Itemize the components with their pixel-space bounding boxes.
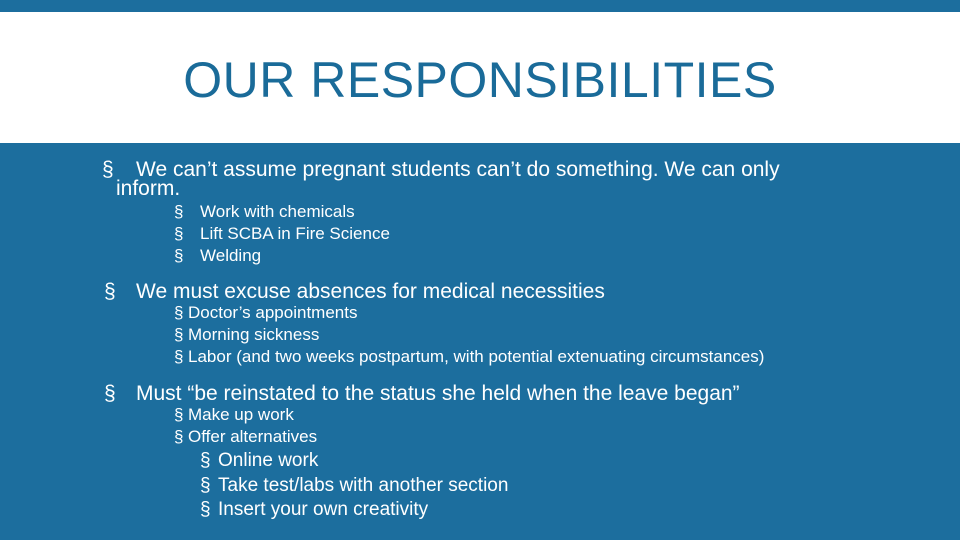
point-1-sub-1: Work with chemicals — [200, 202, 355, 221]
point-2-sub-3: Labor (and two weeks postpartum, with potential extenuating circumstances) — [188, 347, 765, 366]
bullet-icon: § — [174, 202, 184, 221]
slide-body — [0, 143, 960, 540]
bullet-icon: § — [174, 347, 184, 366]
point-2-text: We must excuse absences for medical necessities — [136, 280, 605, 303]
point-2-sub-1: Doctor’s appointments — [188, 303, 358, 322]
point-3-subsub-3: Insert your own creativity — [218, 499, 429, 520]
bullet-icon: § — [174, 303, 184, 322]
bullet-icon: § — [174, 224, 184, 243]
bullet-icon: § — [200, 475, 211, 496]
point-3-subsub-2: Take test/labs with another section — [218, 475, 509, 496]
slide-title: OUR RESPONSIBILITIES — [183, 52, 777, 108]
bullet-icon: § — [174, 246, 184, 265]
point-3-sub-1: Make up work — [188, 405, 294, 424]
bullet-icon: § — [102, 158, 114, 181]
point-3-text: Must “be reinstated to the status she held when the leave began” — [136, 382, 740, 405]
point-3-sub-2: Offer alternatives — [188, 427, 318, 446]
bullet-icon: § — [174, 405, 184, 424]
point-1-sub-2: Lift SCBA in Fire Science — [200, 224, 390, 243]
point-1-sub-3: Welding — [200, 246, 262, 265]
bullet-icon: § — [174, 427, 184, 446]
bullet-icon: § — [200, 450, 211, 471]
point-2-sub-2: Morning sickness — [188, 325, 320, 344]
point-3-subsub-1: Online work — [218, 450, 319, 471]
point-1-line-1: We can’t assume pregnant students can’t do something. We can only — [136, 158, 780, 181]
top-accent-strip — [0, 0, 960, 12]
bullet-icon: § — [200, 499, 211, 520]
bullet-icon: § — [104, 280, 116, 303]
point-1-line-2: inform. — [116, 177, 181, 200]
bullet-icon: § — [104, 382, 116, 405]
bullet-icon: § — [174, 325, 184, 344]
